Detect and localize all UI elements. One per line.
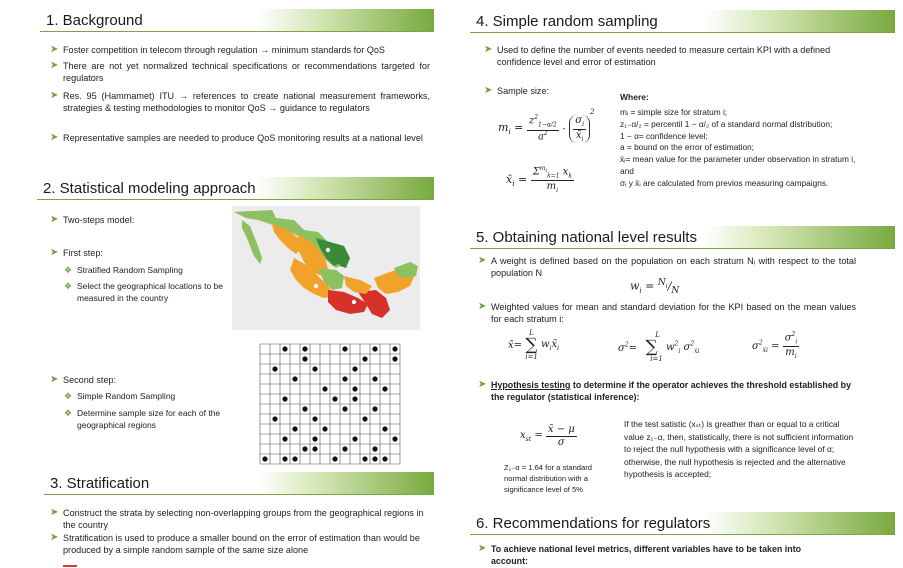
- sample-dot: [362, 456, 367, 461]
- bullet-item: ➤ Res. 95 (Hammamet) ITU → references to create national measurement frameworks, strategies & testing methodologies to monitor QoS → guidance to regulators: [50, 90, 430, 113]
- sub-item: ❖ Select the geographical locations to be measured in the country: [64, 281, 224, 303]
- bullet-item: ➤ A weight is defined based on the population on each stratum Nᵢ with respect to the total population N: [478, 255, 856, 278]
- weight-formula: $w_i = ^{N_i}/_N$: [630, 278, 680, 296]
- section-header-simple-random: [470, 10, 895, 33]
- sample-dot: [382, 386, 387, 391]
- sample-dot: [322, 386, 327, 391]
- section-header-background: [40, 9, 434, 32]
- where-line: σᵢ y x̄ᵢ are calculated from previos measuring campaigns.: [620, 177, 829, 188]
- arrow-bullet-icon: ➤: [50, 507, 59, 518]
- sample-dot: [382, 456, 387, 461]
- arrow-bullet-icon: ➤: [50, 532, 59, 543]
- sample-dot: [302, 406, 307, 411]
- sample-size-formula: $m_i$ = $\frac{z^2_{1-\alpha/2}}{a^2}$ · $\frac{\sigma_i}{x̄_i}$ $^2$: [498, 108, 595, 143]
- sample-dot: [342, 446, 347, 451]
- sample-grid-image: [259, 343, 401, 465]
- arrow-bullet-icon: ➤: [50, 90, 59, 101]
- sample-dot: [292, 426, 297, 431]
- z-value-note: Z₁₋α = 1.64 for a standard normal distribution with a significance level of 5%: [504, 463, 592, 494]
- arrow-bullet-icon: ➤: [50, 60, 59, 71]
- sample-dot: [282, 456, 287, 461]
- sample-dot: [272, 416, 277, 421]
- sample-dot: [302, 346, 307, 351]
- hypothesis-explanation: If the test satistic (xₛₜ) is greather than or equal to a critical value z₁₋α, then, statistically, there is not sufficient information to reject the null hypothesis with a significance level of α; otherwise, the null hypothesis is rejected and the alternative hypothesis is accepted;: [624, 419, 854, 480]
- weighted-mean-formula: x̄= L ∑ i=1 $w_ix̄_i$: [508, 329, 560, 361]
- section-header-statistical: [37, 177, 434, 200]
- section-title: 3. Stratification: [50, 475, 150, 492]
- sample-dot: [392, 346, 397, 351]
- sample-dot: [312, 416, 317, 421]
- diamond-bullet-icon: ❖: [64, 265, 73, 275]
- sample-dot: [372, 376, 377, 381]
- sample-dot: [322, 426, 327, 431]
- map-panel: [232, 206, 420, 330]
- section-title: 5. Obtaining national level results: [476, 229, 697, 246]
- diamond-bullet-icon: ❖: [64, 391, 73, 401]
- sample-dot: [372, 406, 377, 411]
- first-step-label: ➤ First step:: [50, 247, 103, 258]
- sample-dot: [362, 416, 367, 421]
- arrow-bullet-icon: ➤: [484, 85, 493, 96]
- sample-dot: [302, 356, 307, 361]
- arrow-bullet-icon: ➤: [50, 44, 59, 55]
- bullet-item: ➤ Construct the strata by selecting non-overlapping groups from the geographical regions in the country: [50, 507, 424, 530]
- sub-item: ❖ Stratified Random Sampling: [64, 265, 183, 275]
- sample-grid-svg: [259, 343, 401, 465]
- where-line: z₁₋α/₂ = percentil 1 − α/₂ of a standard normal distribution;: [620, 118, 833, 129]
- sample-dot: [352, 436, 357, 441]
- sample-dot: [332, 396, 337, 401]
- where-line: mᵢ = simple size for stratum i;: [620, 107, 728, 117]
- mean-formula: $x̄_i$ = $\frac{\Sigma^{m_i}_{k=1} x_k}{m_i}$: [506, 165, 573, 195]
- arrow-bullet-icon: ➤: [478, 543, 487, 554]
- bullet-item: ➤ There are not yet normalized technical specifications or recommendations targeted for regulators: [50, 60, 430, 83]
- section-title: 4. Simple random sampling: [476, 13, 658, 30]
- bullet-item: ➤ To achieve national level metrics, different variables have to be taken into account:: [478, 543, 802, 566]
- where-line: x̄ᵢ= mean value for the parameter under observation in stratum i, and: [620, 154, 856, 176]
- diamond-bullet-icon: ❖: [64, 281, 73, 291]
- sample-dot: [292, 376, 297, 381]
- sample-dot: [392, 356, 397, 361]
- sample-dot: [282, 396, 287, 401]
- section-header-stratification: [44, 472, 434, 495]
- sample-dot: [262, 456, 267, 461]
- arrow-bullet-icon: ➤: [478, 255, 487, 266]
- section-title: 1. Background: [46, 12, 143, 29]
- section-header-national: [470, 226, 895, 249]
- sample-dot: [332, 456, 337, 461]
- sample-dot: [392, 436, 397, 441]
- sample-dot: [342, 376, 347, 381]
- sample-dot: [362, 356, 367, 361]
- diamond-bullet-icon: ❖: [64, 408, 73, 418]
- bullet-item: ➤ Hypothesis testing to determine if the operator achieves the threshold established by the regulator (statistical inference):: [478, 379, 852, 402]
- arrow-bullet-icon: ➤: [50, 214, 59, 225]
- sample-dot: [302, 446, 307, 451]
- bullet-item: ➤ Used to define the number of events needed to measure certain KPI with a defined confidence level and error of estimation: [484, 44, 831, 67]
- sample-dot: [342, 406, 347, 411]
- bullet-item: ➤ Weighted values for mean and standard deviation for the KPI based on the mean values for each stratum i:: [478, 301, 856, 324]
- sample-dot: [352, 386, 357, 391]
- sample-size-label: ➤ Sample size:: [484, 85, 550, 96]
- bullet-item: ➤ Foster competition in telecom through regulation → minimum standards for QoS: [50, 44, 385, 55]
- weighted-variance-formula: $\sigma^2=$ L ∑ i=1 $w^2_i$ $\sigma^2_{x̄i}$: [618, 331, 700, 363]
- mexico-map-image: [232, 206, 420, 330]
- sub-item: ❖ Determine sample size for each of the geographical regions: [64, 408, 221, 430]
- section-header-recommendations: [470, 512, 895, 535]
- where-label: Where:: [620, 92, 649, 102]
- sample-dot: [312, 436, 317, 441]
- sample-dot: [372, 456, 377, 461]
- sample-dot: [282, 346, 287, 351]
- two-steps-label: ➤ Two-steps model:: [50, 214, 135, 225]
- section-title: 2. Statistical modeling approach: [43, 180, 256, 197]
- second-step-label: ➤ Second step:: [50, 374, 117, 385]
- sample-dot: [282, 436, 287, 441]
- section-title: 6. Recommendations for regulators: [476, 515, 711, 532]
- sample-dot: [312, 446, 317, 451]
- sample-dot: [292, 456, 297, 461]
- test-statistic-formula: $x_{st}$ = $\frac{x̄ - \mu}{\sigma}$: [520, 424, 575, 448]
- sample-dot: [352, 366, 357, 371]
- arrow-bullet-icon: ➤: [484, 44, 493, 55]
- red-accent-mark: [63, 565, 77, 567]
- sample-dot: [372, 346, 377, 351]
- sample-dot: [382, 426, 387, 431]
- arrow-bullet-icon: ➤: [478, 301, 487, 312]
- bullet-item: ➤ Representative samples are needed to produce QoS monitoring results at a national level: [50, 132, 423, 143]
- arrow-bullet-icon: ➤: [50, 247, 59, 258]
- bullet-item: ➤ Stratification is used to produce a smaller bound on the error of estimation than would be produced by a simple random sample of the same size alone: [50, 532, 420, 555]
- where-line: a = bound on the error of estimation;: [620, 142, 754, 153]
- arrow-bullet-icon: ➤: [50, 132, 59, 143]
- where-definitions: [620, 107, 860, 190]
- sample-dot: [352, 396, 357, 401]
- sample-dot: [372, 446, 377, 451]
- sub-item: ❖ Simple Random Sampling: [64, 391, 176, 401]
- arrow-bullet-icon: ➤: [478, 379, 487, 390]
- stratum-variance-formula: $\sigma^2_{x̄i}$ = $\frac{\sigma^2_i}{m_i}$: [752, 331, 798, 361]
- sample-dot: [312, 366, 317, 371]
- sample-dot: [342, 346, 347, 351]
- hypothesis-testing-link[interactable]: Hypothesis testing: [491, 380, 571, 390]
- sample-dot: [272, 366, 277, 371]
- where-line: 1 − α= confidence level;: [620, 130, 708, 141]
- arrow-bullet-icon: ➤: [50, 374, 59, 385]
